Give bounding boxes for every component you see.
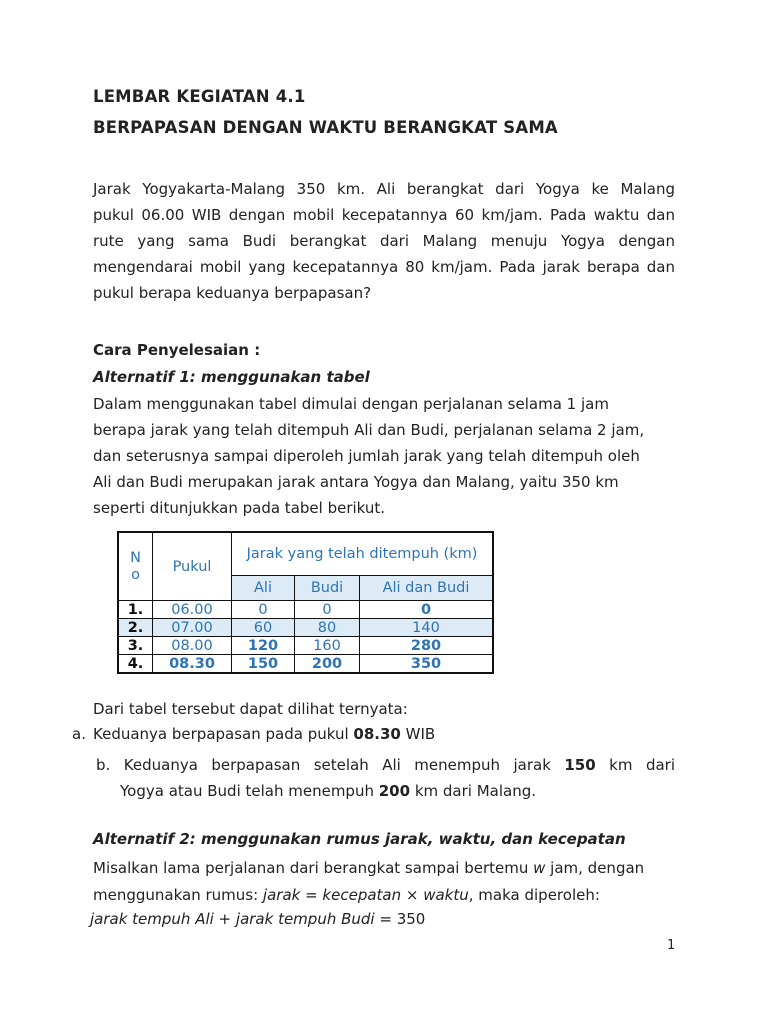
cell-ali: 120 (232, 637, 295, 655)
alt1-line: seperti ditunjukkan pada tabel berikut. (93, 499, 386, 517)
item-b-distance-budi: 200 (378, 782, 411, 800)
cell-no: 4. (118, 655, 153, 674)
cell-pukul: 07.00 (153, 619, 232, 637)
alt1-line: Ali dan Budi merupakan jarak antara Yogya dan Malang, yaitu 350 km (93, 473, 619, 491)
item-b-text: Keduanya berpapasan setelah Ali menempuh jarak (123, 756, 565, 774)
table-row (118, 601, 493, 619)
cell-total: 0 (360, 601, 494, 619)
item-b-text: km dari Malang. (410, 782, 537, 800)
cell-ali: 60 (232, 619, 295, 637)
problem-line: Jarak Yogyakarta-Malang 350 km. Ali berangkat dari Yogya ke Malang (93, 180, 675, 198)
table-header-pukul: Pukul (153, 532, 232, 601)
cell-budi: 0 (295, 601, 360, 619)
list-marker: a. (72, 725, 86, 743)
cell-budi: 160 (295, 637, 360, 655)
item-a-suffix: WIB (400, 725, 436, 743)
page-number: 1 (667, 938, 676, 953)
cell-total: 350 (360, 655, 494, 674)
variable-w: w (533, 859, 546, 877)
cell-ali: 150 (232, 655, 295, 674)
alt2-text: jam, dengan (545, 859, 645, 877)
item-a-text: Keduanya berpapasan pada pukul (93, 725, 354, 743)
alt2-text: Misalkan lama perjalanan dari berangkat sampai bertemu (93, 859, 534, 877)
item-b-text: Yogya atau Budi telah menempuh (120, 782, 379, 800)
item-b-line1 (96, 752, 675, 778)
item-b-distance-ali: 150 (564, 756, 596, 774)
cell-budi: 200 (295, 655, 360, 674)
cell-no: 2. (118, 619, 153, 637)
alt2-text: , maka diperoleh: (468, 886, 600, 904)
alternative-1-heading: Alternatif 1: menggunakan tabel (93, 368, 370, 386)
cell-pukul: 08.00 (153, 637, 232, 655)
alt1-line: dan seterusnya sampai diperoleh jumlah jarak yang telah ditempuh oleh (93, 447, 640, 465)
page-subtitle: BERPAPASAN DENGAN WAKTU BERANGKAT SAMA (93, 118, 558, 137)
table-header-jarak: Jarak yang telah ditempuh (km) (232, 532, 494, 576)
alt2-line (93, 882, 683, 909)
table-row (118, 619, 493, 637)
item-a-time: 08.30 (353, 725, 401, 743)
conclusion-item-a (72, 725, 435, 743)
equation (90, 910, 425, 928)
alt1-line: berapa jarak yang telah ditempuh Ali dan Budi, perjalanan selama 2 jam, (93, 421, 645, 439)
problem-paragraph (93, 176, 675, 306)
cell-total: 280 (360, 637, 494, 655)
table-header-ali: Ali (232, 576, 295, 601)
alt1-line: Dalam menggunakan tabel dimulai dengan perjalanan selama 1 jam (93, 395, 609, 413)
equation-left: jarak tempuh Ali + jarak tempuh Budi (90, 910, 375, 928)
table-header-no-line2: o (131, 566, 140, 583)
distance-table (117, 531, 494, 674)
solution-heading: Cara Penyelesaian : (93, 341, 261, 359)
item-b-text: km dari (595, 756, 675, 774)
cell-pukul: 06.00 (153, 601, 232, 619)
table-header-no (118, 532, 153, 601)
cell-no: 1. (118, 601, 153, 619)
alternative-2-heading: Alternatif 2: menggunakan rumus jarak, waktu, dan kecepatan (93, 830, 626, 848)
alternative-2-paragraph (93, 855, 683, 909)
list-marker: b. (96, 756, 111, 774)
equation-right: = 350 (374, 910, 426, 928)
alternative-1-paragraph (93, 391, 683, 521)
conclusion-item-b (96, 752, 675, 804)
alt2-text: menggunakan rumus: (93, 886, 263, 904)
problem-line: mengendarai mobil yang kecepatannya 80 km/jam. Pada jarak berapa dan (93, 258, 675, 276)
table-header-total: Ali dan Budi (360, 576, 494, 601)
problem-line: rute yang sama Budi berangkat dari Malang menuju Yogya dengan (93, 232, 675, 250)
conclusion-intro: Dari tabel tersebut dapat dilihat ternyata: (93, 700, 408, 718)
problem-line: pukul berapa keduanya berpapasan? (93, 284, 372, 302)
table-row (118, 637, 493, 655)
item-b-line2 (96, 778, 675, 804)
table-header-no-line1: N (130, 549, 141, 566)
cell-ali: 0 (232, 601, 295, 619)
alt2-line (93, 855, 683, 882)
page-title: LEMBAR KEGIATAN 4.1 (93, 87, 306, 106)
table-row (118, 655, 493, 674)
cell-no: 3. (118, 637, 153, 655)
problem-line: pukul 06.00 WIB dengan mobil kecepatannya 60 km/jam. Pada waktu dan (93, 206, 675, 224)
cell-total: 140 (360, 619, 494, 637)
formula: jarak = kecepatan × waktu (262, 886, 469, 904)
table-header-budi: Budi (295, 576, 360, 601)
cell-pukul: 08.30 (153, 655, 232, 674)
cell-budi: 80 (295, 619, 360, 637)
